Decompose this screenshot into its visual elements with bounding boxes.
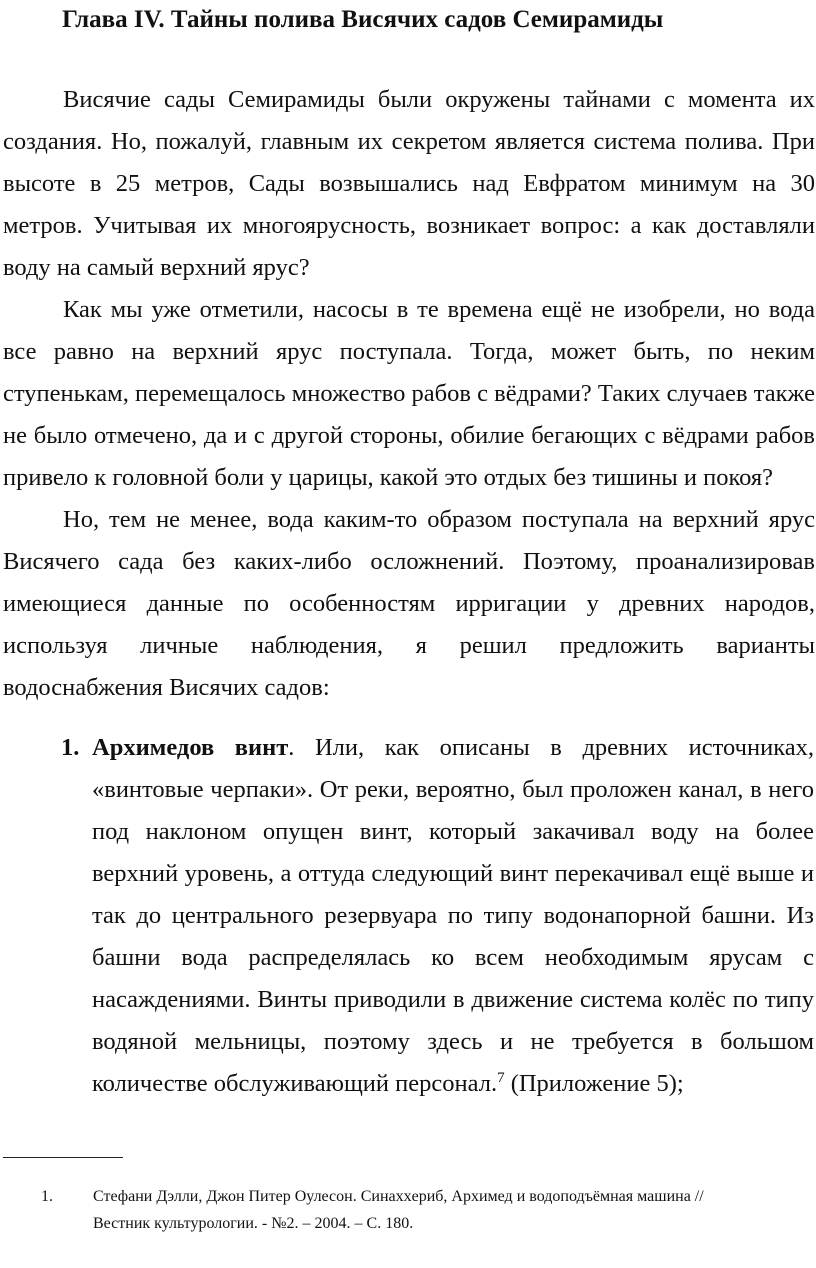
paragraph-variants: Но, тем не менее, вода каким-то образом поступала на верхний ярус Висячего сада без каких-либо осложнений. Поэтому, проанализировав имеющиеся данные по особенностям ирригации у древних народов, используя личные наблюдения, я решил предложить варианты водоснабжения Висячих садов: xyxy=(3,506,815,701)
body-text xyxy=(3,79,815,709)
list-item-term: Архимедов винт xyxy=(92,734,289,761)
footnote-reference[interactable]: 7 xyxy=(497,1070,505,1086)
footnote-line-1: Стефани Дэлли, Джон Питер Оулесон. Синахxериб, Архимед и водоподъёмная машина // xyxy=(93,1188,704,1205)
paragraph-intro: Висячие сады Семирамиды были окружены тайнами с момента их создания. Но, пожалуй, главным их секретом является система полива. При высоте в 25 метров, Сады возвышались над Евфратом минимум на 30 метров. Учитывая их многоярусность, возникает вопрос: а как доставляли воду на самый верхний ярус? xyxy=(3,86,815,281)
variants-list xyxy=(61,727,814,1105)
chapter-heading: Глава IV. Тайны полива Висячих садов Семирамиды xyxy=(62,6,664,33)
footnote-number: 1. xyxy=(41,1188,53,1205)
list-item-number: 1. xyxy=(61,734,80,761)
paragraph-pumps: Как мы уже отметили, насосы в те времена ещё не изобрели, но вода все равно на верхний ярус поступала. Тогда, может быть, по неким ступенькам, перемещалось множество рабов с вёдрами? Таких случаев также не было отмечено, да и с другой стороны, обилие бегающих с вёдрами рабов привело к головной боли у царицы, какой это отдых без тишины и покоя? xyxy=(3,296,815,491)
list-item-text-after: (Приложение 5); xyxy=(504,1070,684,1097)
list-item xyxy=(61,727,814,1105)
list-item-text: . Или, как описаны в древних источниках, «винтовые черпаки». От реки, вероятно, был проложен канал, в него под наклоном опущен винт, который закачивал воду на более верхний уровень, а оттуда следующий винт перекачивал ещё выше и так до центрального резервуара по типу водонапорной башни. Из башни вода распределялась ко всем необходимым ярусам с насаждениями. Винты приводили в движение система колёс по типу водяной мельницы, поэтому здесь и не требуется в большом количестве обслуживающий персонал. xyxy=(92,734,814,1097)
footnote-divider xyxy=(3,1157,123,1158)
footnote-line-2: Вестник культурологии. - №2. – 2004. – С. 180. xyxy=(93,1215,414,1232)
footnote xyxy=(41,1183,808,1237)
